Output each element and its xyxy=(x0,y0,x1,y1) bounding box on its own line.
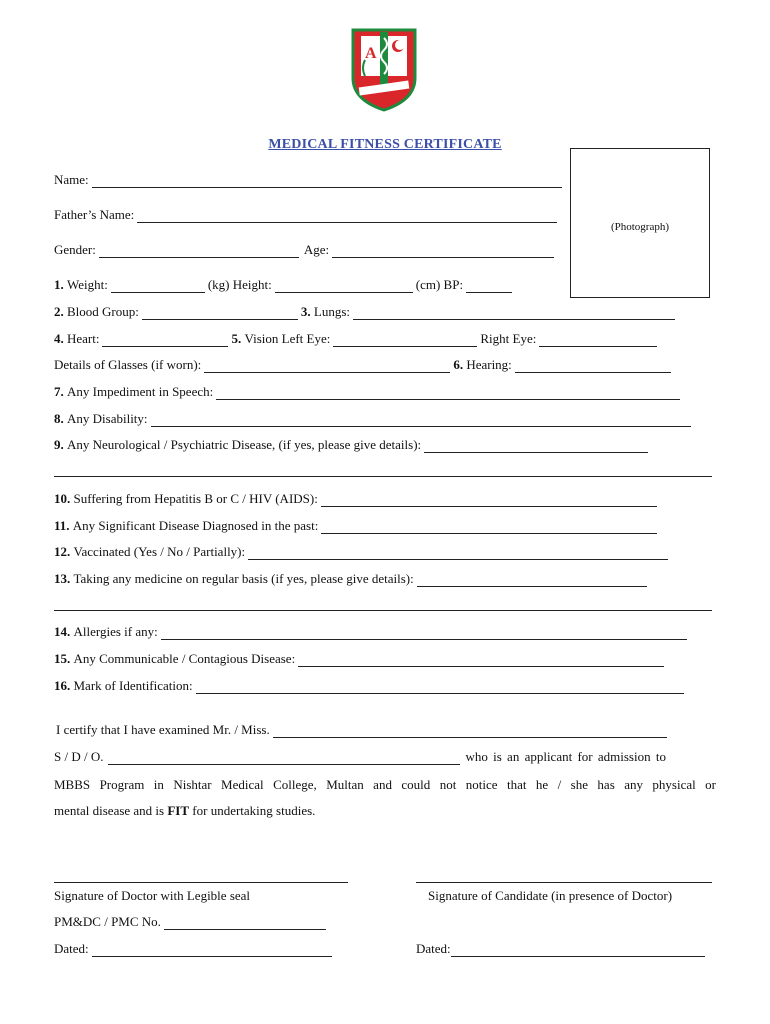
identification-label: Mark of Identification: xyxy=(73,678,193,693)
item-4-number: 4. xyxy=(54,331,64,346)
heart-field[interactable] xyxy=(102,333,228,347)
item-4-5-row xyxy=(54,331,660,347)
dated-left-row xyxy=(54,941,335,957)
weight-label: Weight: xyxy=(67,277,108,292)
item-13-row xyxy=(54,571,650,587)
doctor-signature-label: Signature of Doctor with Legible seal xyxy=(54,888,251,903)
father-name-field[interactable] xyxy=(137,209,557,223)
item-2-number: 2. xyxy=(54,304,64,319)
vision-right-label: Right Eye: xyxy=(480,331,537,346)
age-label: Age: xyxy=(303,242,330,257)
item-12-number: 12. xyxy=(54,544,71,559)
glasses-hearing-row xyxy=(54,357,674,373)
dated-right-label: Dated: xyxy=(416,941,451,956)
vaccinated-field[interactable] xyxy=(248,546,668,560)
bp-label: (cm) BP: xyxy=(415,277,464,292)
svg-text:A: A xyxy=(365,45,377,62)
doctor-signature-line[interactable] xyxy=(54,882,348,883)
pmdc-label: PM&DC / PMC No. xyxy=(54,914,161,929)
allergies-field[interactable] xyxy=(161,626,687,640)
dated-left-field[interactable] xyxy=(92,943,332,957)
lungs-field[interactable] xyxy=(353,306,675,320)
past-disease-field[interactable] xyxy=(321,520,657,534)
examined-name-field[interactable] xyxy=(273,724,667,738)
height-field[interactable] xyxy=(275,279,413,293)
heart-label: Heart: xyxy=(67,331,100,346)
glasses-field[interactable] xyxy=(204,359,450,373)
candidate-signature-line[interactable] xyxy=(416,882,712,883)
medicine-field[interactable] xyxy=(417,573,647,587)
item-14-row xyxy=(54,624,690,640)
certify-line-4-pre: mental disease and is xyxy=(54,803,165,818)
sdo-row xyxy=(54,749,666,765)
item-6-number: 6. xyxy=(453,357,464,372)
certify-text: I certify that I have examined Mr. / Miss. xyxy=(56,722,270,737)
certify-line-4-post: for undertaking studies. xyxy=(192,803,316,818)
pmdc-row xyxy=(54,914,329,930)
gender-age-row xyxy=(54,242,557,258)
father-row xyxy=(54,207,560,223)
hepatitis-label: Suffering from Hepatitis B or C / HIV (AIDS): xyxy=(73,491,318,506)
item-9-number: 9. xyxy=(54,437,64,452)
item-11-row xyxy=(54,518,660,534)
past-disease-label: Any Significant Disease Diagnosed in the past: xyxy=(72,518,319,533)
item-9-row xyxy=(54,437,651,453)
name-label: Name: xyxy=(54,172,89,187)
speech-label: Any Impediment in Speech: xyxy=(67,384,214,399)
item-8-number: 8. xyxy=(54,411,64,426)
item-16-number: 16. xyxy=(54,678,71,693)
item-3-number: 3. xyxy=(300,304,311,319)
vision-left-label: Vision Left Eye: xyxy=(244,331,331,346)
certify-line-3: MBBS Program in Nishtar Medical College, Multan and could not notice that he / she has any physical or xyxy=(54,777,716,792)
dated-right-row xyxy=(416,941,708,957)
sdo-field[interactable] xyxy=(108,751,460,765)
blood-group-label: Blood Group: xyxy=(67,304,139,319)
dated-right-field[interactable] xyxy=(451,943,705,957)
communicable-label: Any Communicable / Contagious Disease: xyxy=(73,651,296,666)
item-15-row xyxy=(54,651,667,667)
item-5-number: 5. xyxy=(231,331,242,346)
document-title: MEDICAL FITNESS CERTIFICATE xyxy=(268,137,502,152)
vision-left-field[interactable] xyxy=(333,333,477,347)
item-10-number: 10. xyxy=(54,491,71,506)
item-8-row xyxy=(54,411,694,427)
gender-label: Gender: xyxy=(54,242,96,257)
allergies-label: Allergies if any: xyxy=(73,624,158,639)
neuro-label: Any Neurological / Psychiatric Disease, (if yes, please give details): xyxy=(67,437,422,452)
hearing-field[interactable] xyxy=(515,359,671,373)
dated-left-label: Dated: xyxy=(54,941,89,956)
certify-line-4 xyxy=(54,803,315,819)
disability-field[interactable] xyxy=(151,413,691,427)
lungs-label: Lungs: xyxy=(313,304,350,319)
item-11-number: 11. xyxy=(54,518,70,533)
photograph-box xyxy=(570,148,710,298)
item-12-row xyxy=(54,544,671,560)
vision-right-field[interactable] xyxy=(539,333,657,347)
sdo-after-text: who is an applicant for admission to xyxy=(465,749,666,764)
item-10-row xyxy=(54,491,660,507)
blood-group-field[interactable] xyxy=(142,306,298,320)
item-2-3-row xyxy=(54,304,678,320)
item-16-row xyxy=(54,678,687,694)
communicable-field[interactable] xyxy=(298,653,664,667)
fit-text: FIT xyxy=(167,803,190,818)
glasses-label: Details of Glasses (if worn): xyxy=(54,357,202,372)
item-13-number: 13. xyxy=(54,571,71,586)
certify-row xyxy=(56,722,670,738)
hepatitis-field[interactable] xyxy=(321,493,657,507)
neuro-details-line[interactable] xyxy=(54,476,712,477)
height-label: (kg) Height: xyxy=(207,277,272,292)
item-7-number: 7. xyxy=(54,384,64,399)
item-7-row xyxy=(54,384,683,400)
medicine-label: Taking any medicine on regular basis (if yes, please give details): xyxy=(73,571,414,586)
college-crest-logo xyxy=(347,26,421,112)
neuro-field[interactable] xyxy=(424,439,648,453)
item-15-number: 15. xyxy=(54,651,71,666)
photograph-caption: (Photograph) xyxy=(610,221,670,233)
father-label: Father’s Name: xyxy=(54,207,135,222)
bp-field[interactable] xyxy=(466,279,512,293)
name-row xyxy=(54,172,565,188)
vaccinated-label: Vaccinated (Yes / No / Partially): xyxy=(73,544,246,559)
medicine-details-line[interactable] xyxy=(54,610,712,611)
hearing-label: Hearing: xyxy=(466,357,512,372)
gender-field[interactable] xyxy=(99,244,299,258)
disability-label: Any Disability: xyxy=(67,411,148,426)
speech-field[interactable] xyxy=(216,386,680,400)
weight-field[interactable] xyxy=(111,279,205,293)
candidate-signature-label: Signature of Candidate (in presence of Doctor) xyxy=(428,888,673,903)
item-1-number: 1. xyxy=(54,277,64,292)
sdo-label: S / D / O. xyxy=(54,749,104,764)
identification-field[interactable] xyxy=(196,680,684,694)
pmdc-field[interactable] xyxy=(164,916,326,930)
age-field[interactable] xyxy=(332,244,554,258)
item-14-number: 14. xyxy=(54,624,71,639)
item-1-row xyxy=(54,277,515,293)
name-field[interactable] xyxy=(92,174,562,188)
